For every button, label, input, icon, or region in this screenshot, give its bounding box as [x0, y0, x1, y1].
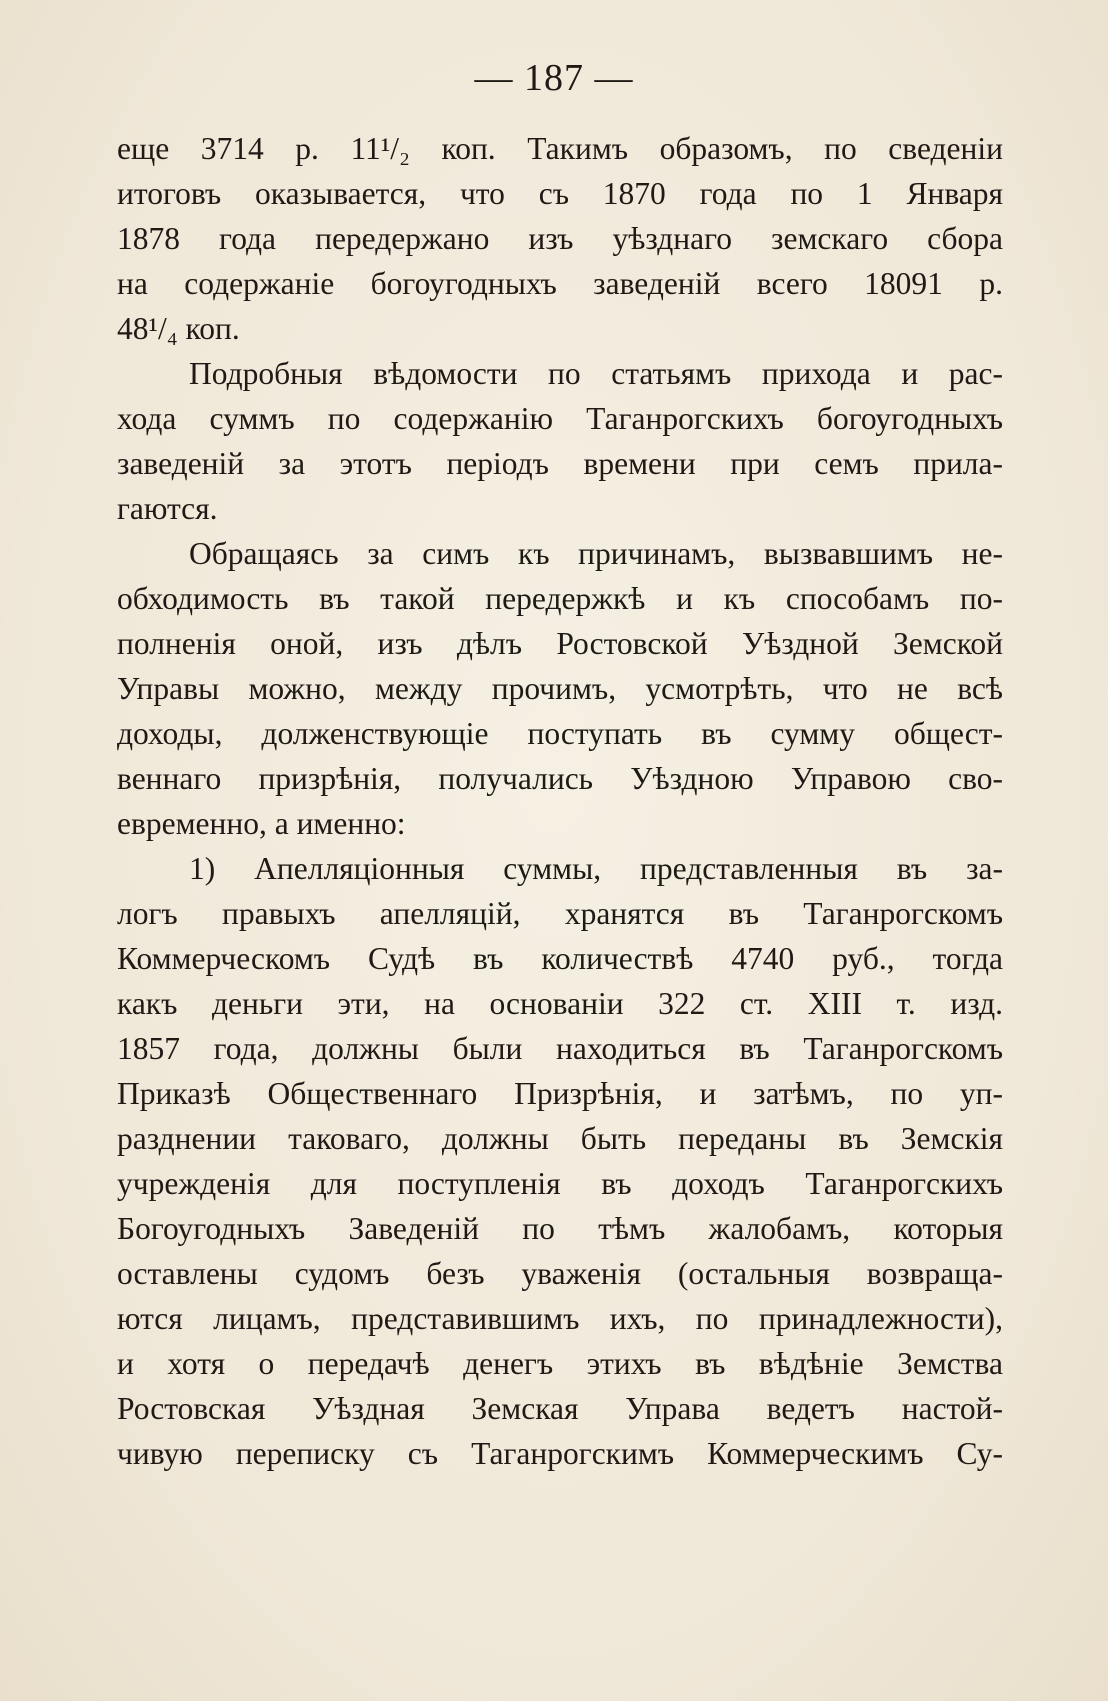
- text-line: Подробныя вѣдомости по статьямъ прихода и рас-: [189, 356, 1003, 391]
- text-line: еще 3714 р. 11¹/₂ коп. Такимъ образомъ, по сведеніи: [117, 131, 1003, 166]
- text-line: заведеній за этотъ періодъ времени при семъ прила-: [117, 446, 1003, 481]
- text-line: учрежденія для поступленія въ доходъ Таганрогскихъ: [117, 1166, 1003, 1201]
- text-line: и хотя о передачѣ денегъ этихъ въ вѣдѣніе Земства: [117, 1346, 1003, 1381]
- text-line: чивую переписку съ Таганрогскимъ Коммерческимъ Су-: [117, 1436, 1003, 1471]
- text-body: [117, 126, 1003, 1476]
- text-line: Богоугодныхъ Заведеній по тѣмъ жалобамъ, которыя: [117, 1211, 1003, 1246]
- page-number: — 187 —: [474, 57, 634, 99]
- text-line: итоговъ оказывается, что съ 1870 года по 1 Января: [117, 176, 1003, 211]
- text-line: разднении таковаго, должны быть переданы въ Земскія: [117, 1121, 1003, 1156]
- text-line: 1) Апелляціонныя суммы, представленныя въ за-: [189, 851, 1003, 886]
- text-line: полненія оной, изъ дѣлъ Ростовской Уѣздной Земской: [117, 626, 1003, 661]
- text-line: Ростовская Уѣздная Земская Управа ведетъ настой-: [117, 1391, 1003, 1426]
- text-line: какъ деньги эти, на основаніи 322 ст. XIII т. изд.: [117, 986, 1003, 1021]
- text-line: евременно, а именно:: [117, 806, 406, 841]
- text-line: Управы можно, между прочимъ, усмотрѣть, что не всѣ: [117, 671, 1003, 706]
- text-line: 1857 года, должны были находиться въ Таганрогскомъ: [117, 1031, 1003, 1066]
- text-line: Коммерческомъ Судѣ въ количествѣ 4740 руб., тогда: [117, 941, 1003, 976]
- text-line: логъ правыхъ апелляцій, хранятся въ Таганрогскомъ: [117, 896, 1003, 931]
- text-line: доходы, долженствующіе поступать въ сумму общест-: [117, 716, 1003, 751]
- text-line: оставлены судомъ безъ уваженія (остальныя возвраща-: [117, 1256, 1003, 1291]
- text-line: Обращаясь за симъ къ причинамъ, вызвавшимъ не-: [189, 536, 1003, 571]
- text-line: Приказѣ Общественнаго Призрѣнія, и затѣмъ, по уп-: [117, 1076, 1003, 1111]
- text-line: хода суммъ по содержанію Таганрогскихъ богоугодныхъ: [117, 401, 1003, 436]
- text-line: 1878 года передержано изъ уѣзднаго земскаго сбора: [117, 221, 1003, 256]
- text-line: обходимость въ такой передержкѣ и къ способамъ по-: [117, 581, 1003, 616]
- text-line: гаются.: [117, 491, 218, 526]
- text-line: 48¹/₄ коп.: [117, 311, 240, 346]
- text-line: веннаго призрѣнія, получались Уѣздною Управою сво-: [117, 761, 1003, 796]
- text-line: ются лицамъ, представившимъ ихъ, по принадлежности),: [117, 1301, 1003, 1336]
- text-line: на содержаніе богоугодныхъ заведеній всего 18091 р.: [117, 266, 1003, 301]
